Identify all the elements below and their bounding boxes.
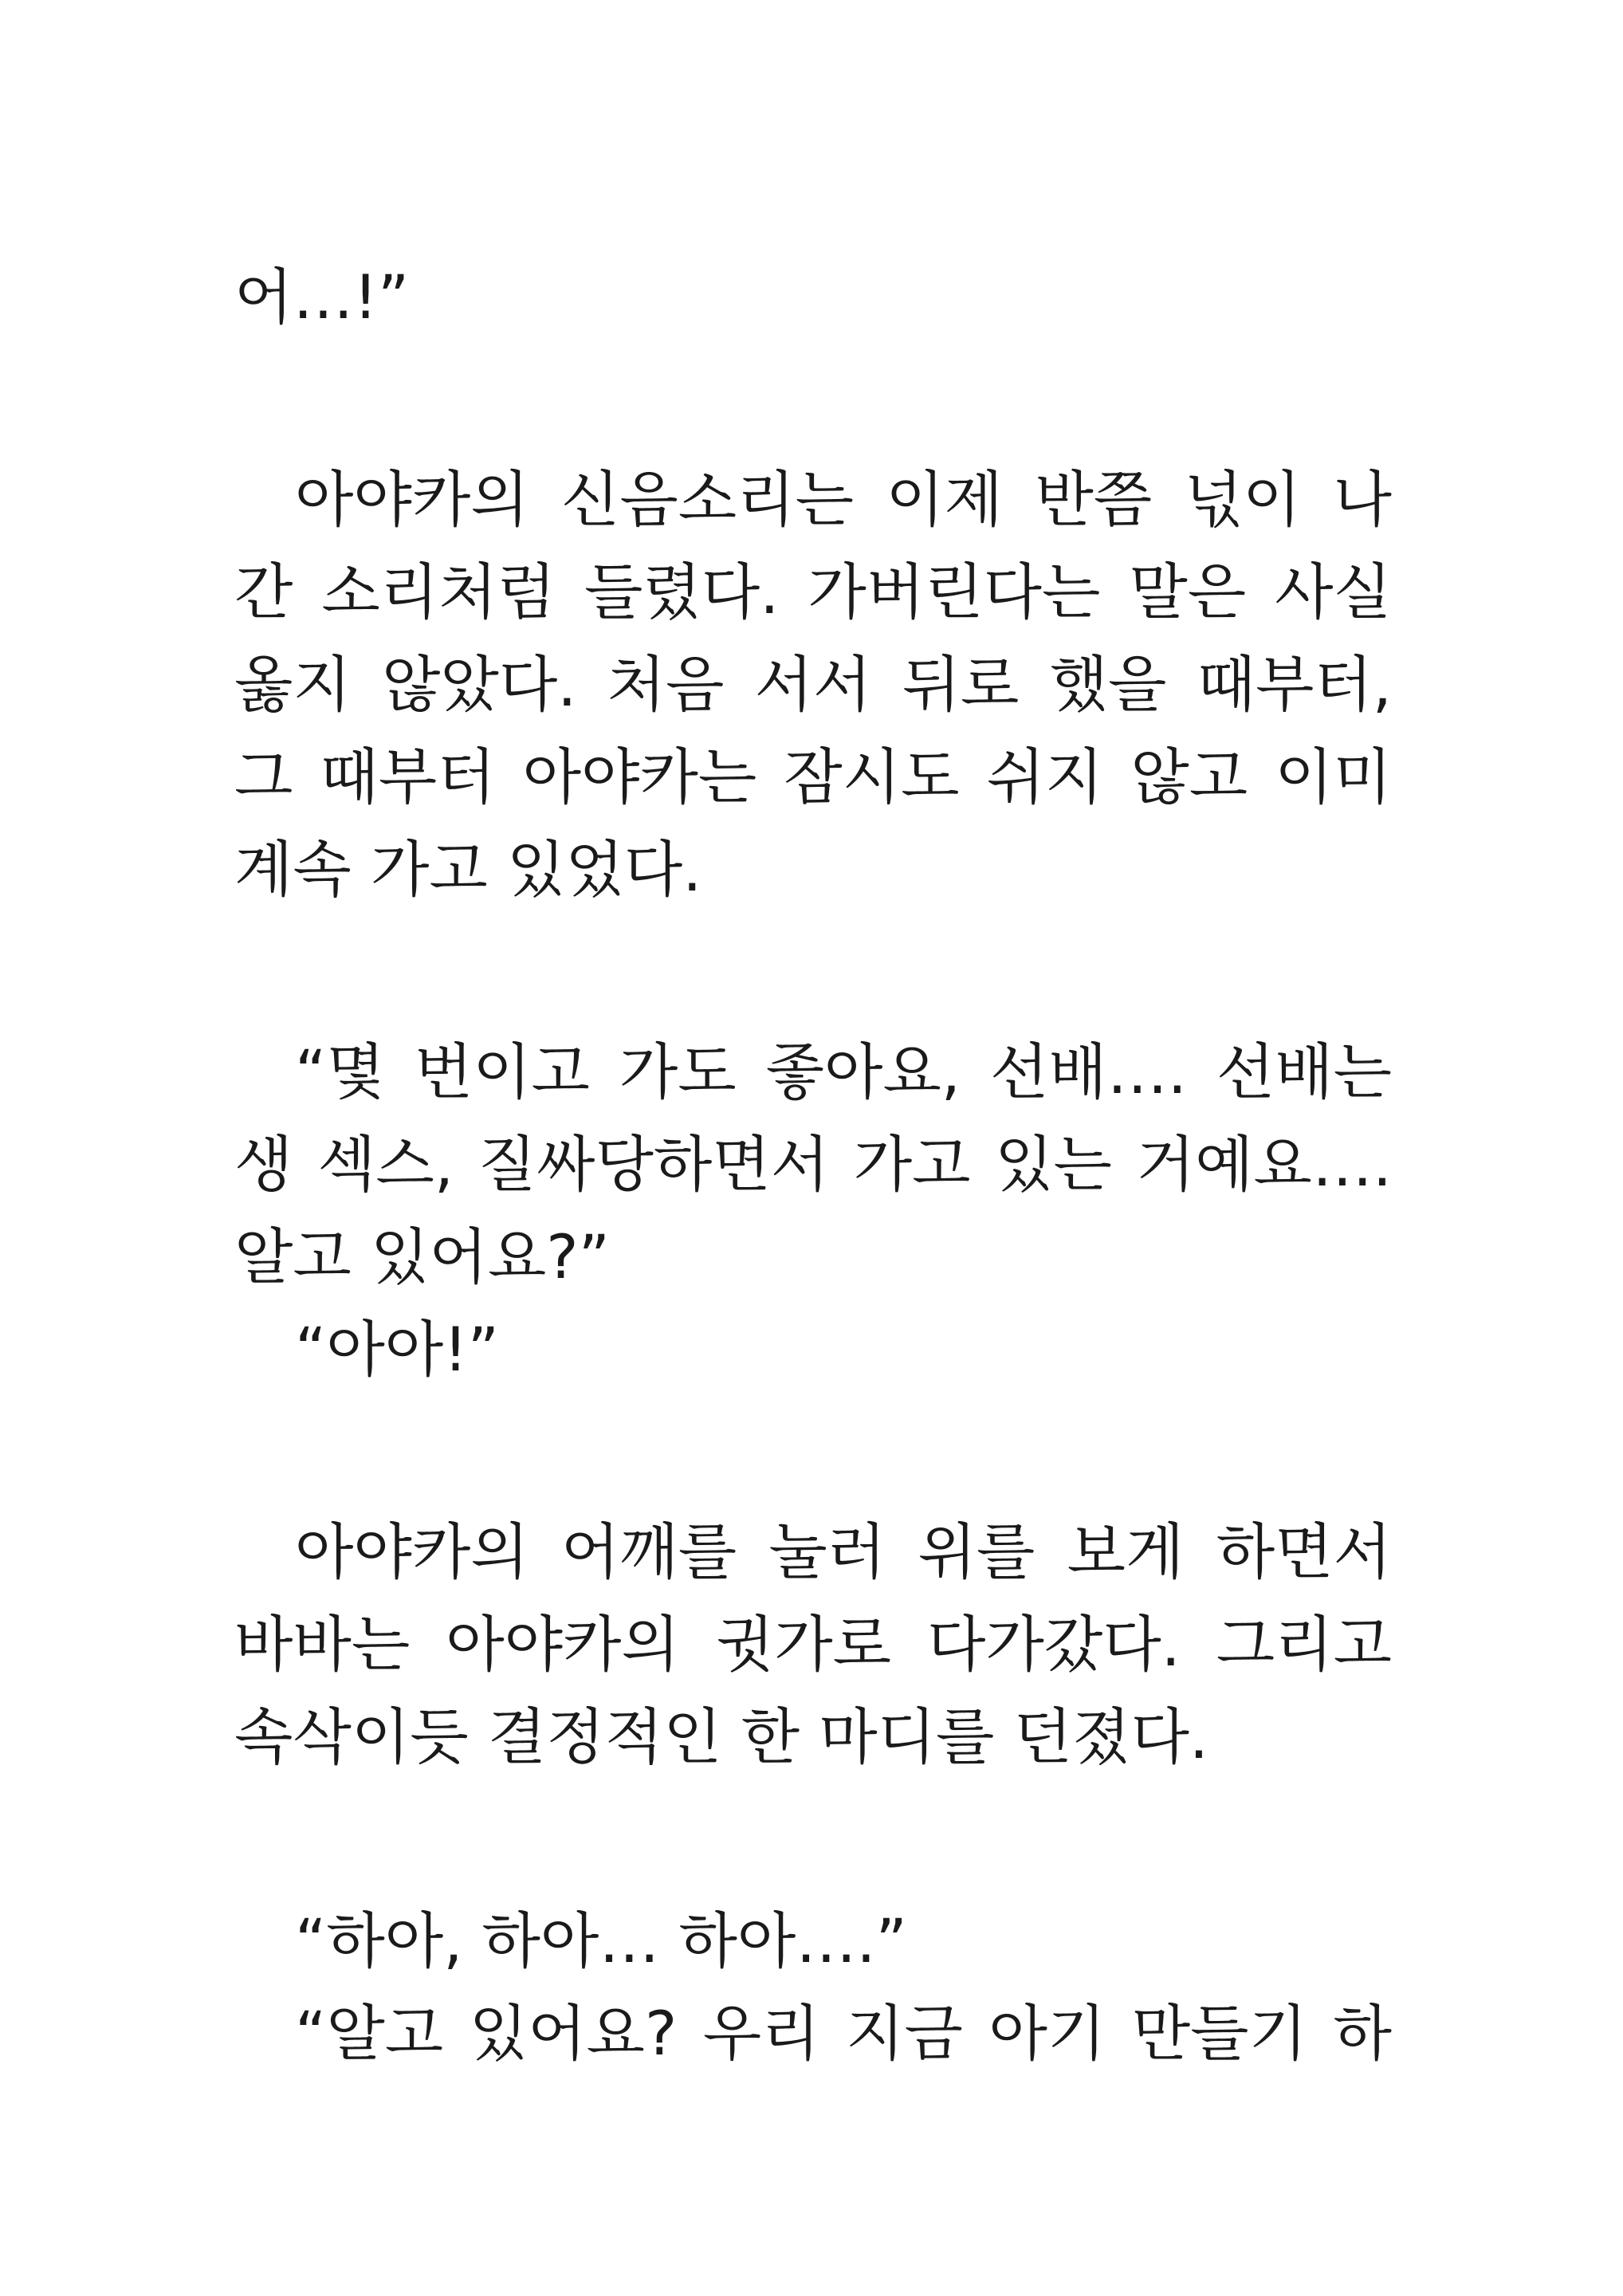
- word: 들렸다.: [584, 556, 780, 627]
- word: 가버린다는: [808, 556, 1101, 627]
- text-line: 계속 가고 있었다.: [234, 834, 702, 905]
- word: 넋이: [1184, 464, 1302, 535]
- word: 눌러: [768, 1516, 886, 1587]
- word: “몇: [295, 1036, 385, 1107]
- word: 아야카의: [446, 1609, 680, 1680]
- word: 있는: [995, 1129, 1112, 1200]
- word: 말은: [1129, 556, 1247, 627]
- word: 있어요?: [469, 1998, 678, 2069]
- word: 지금: [846, 1998, 963, 2069]
- word: 가도: [619, 1036, 737, 1107]
- word: 이미: [1275, 741, 1392, 812]
- word: 때부터,: [1197, 649, 1392, 720]
- word: 가고: [853, 1129, 971, 1200]
- text-line: [295, 1028, 1392, 1116]
- text-line: [234, 1601, 1392, 1689]
- word: 소리처럼: [321, 556, 556, 627]
- word: 하면서: [1216, 1516, 1392, 1587]
- word: 귓가로: [715, 1609, 892, 1680]
- text-line: “아아!”: [295, 1314, 500, 1385]
- word: 않고: [1130, 741, 1248, 812]
- word: 잠시도: [784, 741, 960, 812]
- text-line: [295, 1508, 1392, 1596]
- word: 좋아요,: [765, 1036, 961, 1107]
- word: 하: [1333, 1998, 1392, 2069]
- word: 섹스,: [317, 1129, 454, 1200]
- text-line: [295, 1990, 1392, 2078]
- word: 위를: [918, 1516, 1035, 1587]
- word: 아야카의: [295, 1516, 529, 1587]
- word: 서서: [754, 649, 872, 720]
- word: 다가갔다.: [926, 1609, 1181, 1680]
- word: 옳지: [234, 649, 352, 720]
- word: 우리: [702, 1998, 820, 2069]
- word: 질싸당하면서: [477, 1129, 830, 1200]
- word: 바바는: [234, 1609, 411, 1680]
- word: 아야카의: [295, 464, 529, 535]
- word: 아야카는: [522, 741, 757, 812]
- word: 때부터: [320, 741, 496, 812]
- word: 생: [234, 1129, 293, 1200]
- word: 거예요….: [1136, 1129, 1392, 1200]
- word: 처음: [607, 649, 725, 720]
- text-line: “하아, 하아… 하아….”: [295, 1905, 907, 1976]
- word: 보게: [1067, 1516, 1185, 1587]
- text-line: 어…!”: [234, 261, 410, 332]
- text-line: [295, 456, 1392, 544]
- word: 않았다.: [382, 649, 577, 720]
- word: 뒤로: [902, 649, 1020, 720]
- word: “알고: [295, 1998, 444, 2069]
- text-line: [234, 548, 1392, 636]
- word: 그리고: [1216, 1609, 1392, 1680]
- text-line: [234, 641, 1392, 729]
- word: 어깨를: [560, 1516, 737, 1587]
- word: 아기: [988, 1998, 1106, 2069]
- text-line: 알고 있어요?”: [234, 1221, 610, 1292]
- word: 간: [234, 556, 293, 627]
- word: 선배는: [1216, 1036, 1392, 1107]
- word: 했을: [1049, 649, 1167, 720]
- word: 번이고: [414, 1036, 590, 1107]
- text-line: [234, 733, 1392, 821]
- word: 사실: [1275, 556, 1392, 627]
- word: 나: [1333, 464, 1392, 535]
- text-line: [234, 1121, 1392, 1209]
- word: 신음소리는: [560, 464, 855, 535]
- text-line: 속삭이듯 결정적인 한 마디를 던졌다.: [234, 1701, 1209, 1772]
- word: 그: [234, 741, 293, 812]
- word: 선배….: [989, 1036, 1187, 1107]
- word: 쉬지: [986, 741, 1104, 812]
- word: 이제: [886, 464, 1004, 535]
- word: 만들기: [1131, 1998, 1308, 2069]
- word: 반쯤: [1035, 464, 1153, 535]
